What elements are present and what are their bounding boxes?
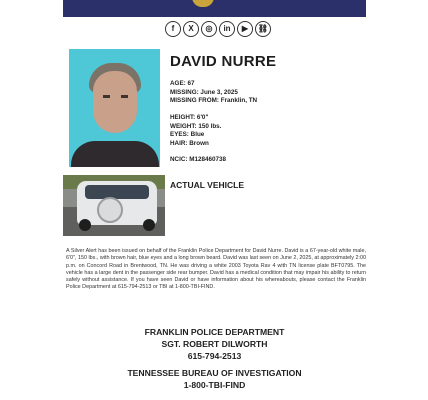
subject-photo [69,49,160,167]
missing-date-field: MISSING: June 3, 2025 [170,88,238,96]
physical-description [170,114,221,148]
vehicle-photo [63,175,165,236]
ncic-number: NCIC: M128460738 [170,156,227,163]
height-field: HEIGHT: 6'0" [170,114,209,121]
officer-name: SGT. ROBERT DILWORTH [161,339,268,349]
social-share-bar [165,21,271,39]
phone-number: 1-800-TBI-FIND [183,380,246,390]
vehicle-heading: ACTUAL VEHICLE [170,180,244,190]
header-banner [63,0,366,17]
weight-field: WEIGHT: 150 lbs. [170,122,222,130]
eyes-field: EYES: Blue [170,131,205,138]
age-field: AGE: 67 [170,80,195,87]
tbi-contact [63,367,366,391]
subject-name: DAVID NURRE [170,53,277,70]
seal-logo [192,0,214,7]
x-icon[interactable]: X [183,21,199,37]
hair-field: HAIR: Brown [170,139,209,147]
agency-name: FRANKLIN POLICE DEPARTMENT [144,327,285,337]
missing-from-field: MISSING FROM: Franklin, TN [170,97,258,104]
agency-name: TENNESSEE BUREAU OF INVESTIGATION [127,368,302,378]
phone-number: 615-794-2513 [187,351,242,361]
instagram-icon[interactable]: ◎ [201,21,217,37]
youtube-icon[interactable]: ▶ [237,21,253,37]
linkedin-icon[interactable]: in [219,21,235,37]
franklin-pd-contact [63,326,366,362]
link-icon[interactable]: ⛓ [255,21,271,37]
subject-details [170,80,257,106]
facebook-icon[interactable]: f [165,21,181,37]
alert-narrative: A Silver Alert has been issued on behalf of the Franklin Police Department for David Nurre. David is a 67-year-old white male, 6'0", 150 lbs., with brown hair, blue eyes and a long brown beard. David was last seen on June 2, 2025, at approximately 2:00 p.m. on Concord Road in Brentwood, TN. He was driving a white 2003 Toyota Rav 4 with TN license plate BFT0795. The vehicle has a large dent in the passenger side rear bumper. David has a medical condition that may impair his ability to return safely without assistance. If you have seen David or have information about his whereabouts, please contact the Franklin Police Department at 615-794-2513 or TBI at 1-800-TBI-FIND. [66,248,366,291]
